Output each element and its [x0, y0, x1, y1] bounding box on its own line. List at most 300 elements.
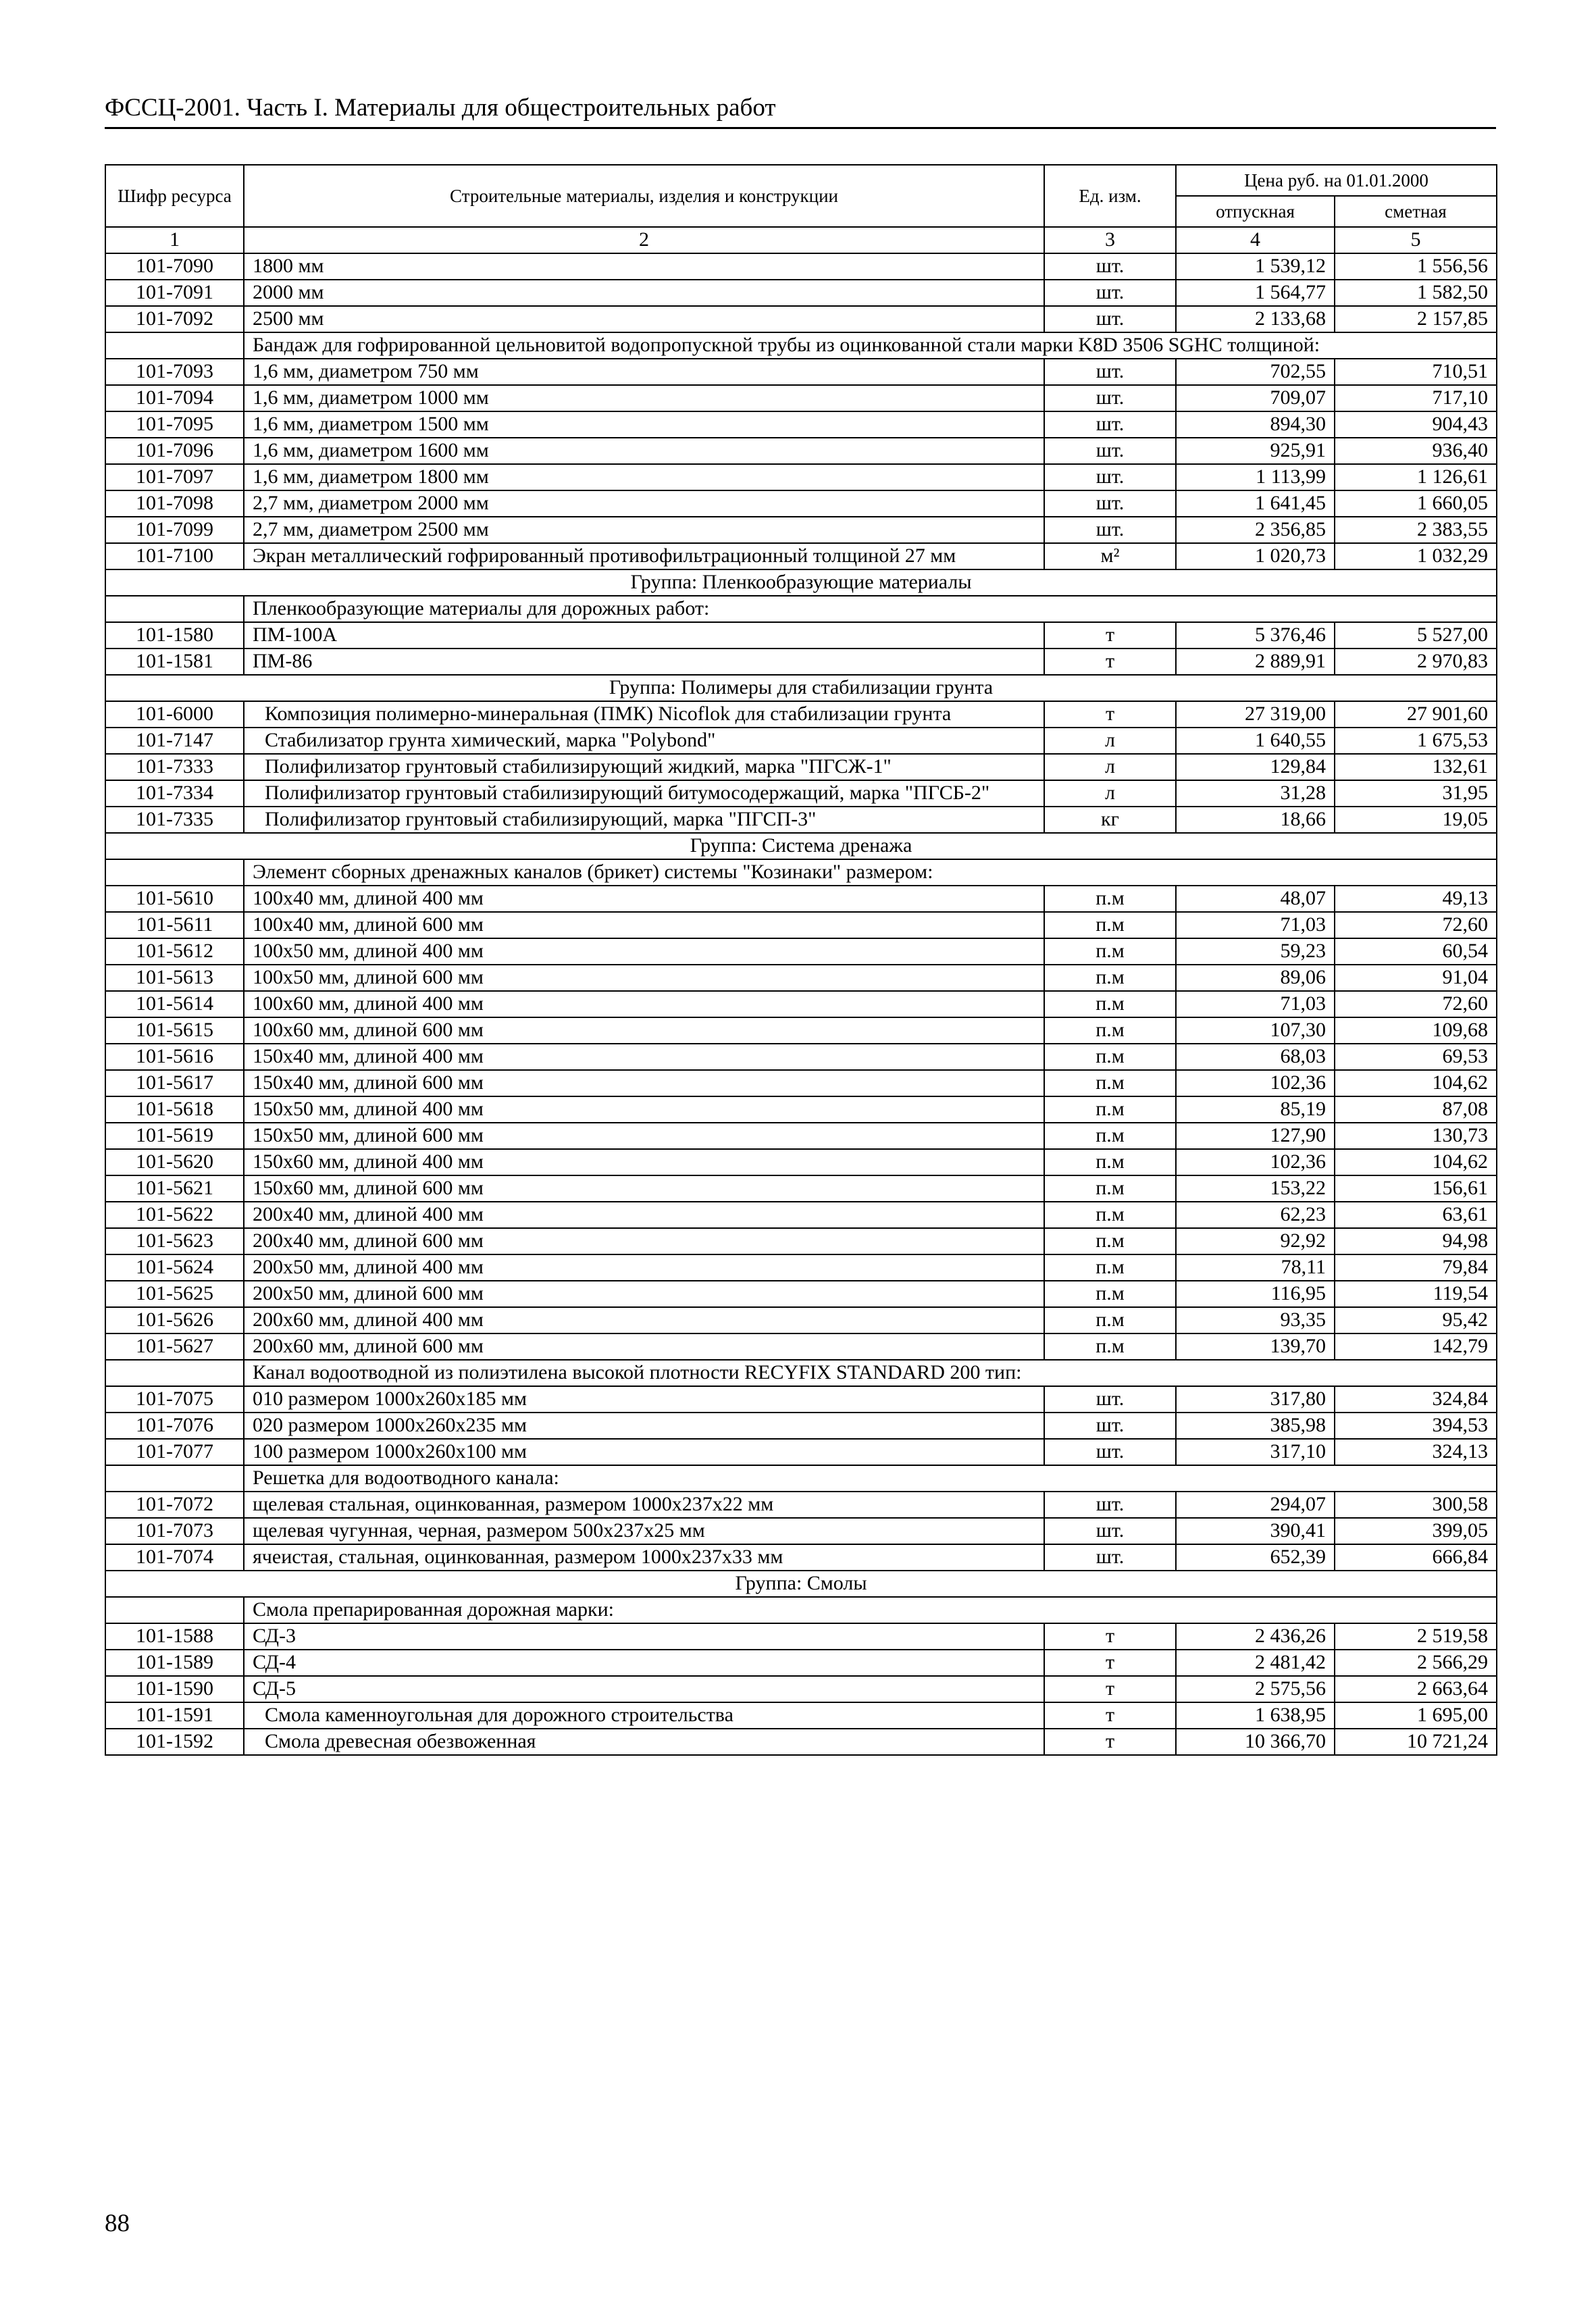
item-name: 010 размером 1000х260х185 мм	[244, 1386, 1044, 1413]
resource-code: 101-7091	[105, 280, 244, 306]
unit: п.м	[1044, 1149, 1176, 1175]
unit: шт.	[1044, 359, 1176, 385]
price-estimate: 10 721,24	[1335, 1729, 1497, 1755]
price-release: 2 133,68	[1176, 306, 1335, 332]
group-heading: Группа: Пленкообразующие материалы	[105, 569, 1497, 596]
item-name: щелевая стальная, оцинкованная, размером 1000х237х22 мм	[244, 1492, 1044, 1518]
subheading: Бандаж для гофрированной цельновитой водопропускной трубы из оцинкованной стали марки K8D 3506 SGHC толщиной:	[244, 332, 1497, 359]
table-row	[105, 1544, 1497, 1571]
resource-code: 101-7076	[105, 1413, 244, 1439]
table-row	[105, 1676, 1497, 1702]
unit: шт.	[1044, 253, 1176, 280]
table-row	[105, 780, 1497, 807]
table-row	[105, 1439, 1497, 1465]
blank-cell	[105, 332, 244, 359]
item-name: 1,6 мм, диаметром 1600 мм	[244, 438, 1044, 464]
price-estimate: 104,62	[1335, 1070, 1497, 1096]
resource-code: 101-5620	[105, 1149, 244, 1175]
price-estimate: 94,98	[1335, 1228, 1497, 1254]
price-release: 93,35	[1176, 1307, 1335, 1333]
unit: п.м	[1044, 1202, 1176, 1228]
resource-code: 101-7333	[105, 754, 244, 780]
unit: п.м	[1044, 938, 1176, 965]
unit: т	[1044, 1676, 1176, 1702]
column-index-row	[105, 227, 1497, 253]
price-estimate: 904,43	[1335, 411, 1497, 438]
subheading: Смола препарированная дорожная марки:	[244, 1597, 1497, 1623]
item-name: ПМ-86	[244, 649, 1044, 675]
price-estimate: 104,62	[1335, 1149, 1497, 1175]
subheading-row	[105, 332, 1497, 359]
unit: п.м	[1044, 1307, 1176, 1333]
resource-code: 101-7095	[105, 411, 244, 438]
price-estimate: 63,61	[1335, 1202, 1497, 1228]
price-release: 85,19	[1176, 1096, 1335, 1123]
table-row	[105, 1123, 1497, 1149]
price-release: 2 889,91	[1176, 649, 1335, 675]
unit: шт.	[1044, 1386, 1176, 1413]
price-release: 71,03	[1176, 991, 1335, 1017]
price-estimate: 31,95	[1335, 780, 1497, 807]
price-estimate: 1 556,56	[1335, 253, 1497, 280]
subheading: Решетка для водоотводного канала:	[244, 1465, 1497, 1492]
table-row	[105, 912, 1497, 938]
price-release: 1 641,45	[1176, 490, 1335, 517]
subheading-row	[105, 1597, 1497, 1623]
table-row	[105, 1623, 1497, 1650]
table-row	[105, 754, 1497, 780]
unit: шт.	[1044, 411, 1176, 438]
table-row	[105, 1070, 1497, 1096]
item-name: 100х50 мм, длиной 600 мм	[244, 965, 1044, 991]
table-row	[105, 411, 1497, 438]
item-name: Полифилизатор грунтовый стабилизирующий жидкий, марка "ПГСЖ-1"	[244, 754, 1044, 780]
resource-code: 101-5627	[105, 1333, 244, 1360]
resource-code: 101-7073	[105, 1518, 244, 1544]
subheading-row	[105, 1465, 1497, 1492]
unit: шт.	[1044, 1439, 1176, 1465]
item-name: 2,7 мм, диаметром 2000 мм	[244, 490, 1044, 517]
group-heading-row	[105, 569, 1497, 596]
item-name: ПМ-100А	[244, 622, 1044, 649]
unit: п.м	[1044, 1333, 1176, 1360]
item-name: 200х60 мм, длиной 600 мм	[244, 1333, 1044, 1360]
table-row	[105, 1175, 1497, 1202]
price-estimate: 666,84	[1335, 1544, 1497, 1571]
resource-code: 101-1581	[105, 649, 244, 675]
price-release: 139,70	[1176, 1333, 1335, 1360]
unit: п.м	[1044, 991, 1176, 1017]
resource-code: 101-5624	[105, 1254, 244, 1281]
price-estimate: 142,79	[1335, 1333, 1497, 1360]
price-release: 317,10	[1176, 1439, 1335, 1465]
item-name: Полифилизатор грунтовый стабилизирующий, марка "ПГСП-3"	[244, 807, 1044, 833]
resource-code: 101-1590	[105, 1676, 244, 1702]
resource-code: 101-7092	[105, 306, 244, 332]
column-index: 2	[244, 227, 1044, 253]
price-estimate: 2 566,29	[1335, 1650, 1497, 1676]
resource-code: 101-7093	[105, 359, 244, 385]
item-name: 020 размером 1000х260х235 мм	[244, 1413, 1044, 1439]
table-row	[105, 280, 1497, 306]
table-row	[105, 728, 1497, 754]
price-estimate: 399,05	[1335, 1518, 1497, 1544]
unit: шт.	[1044, 1413, 1176, 1439]
resource-code: 101-5618	[105, 1096, 244, 1123]
unit: п.м	[1044, 912, 1176, 938]
resource-code: 101-7077	[105, 1439, 244, 1465]
resource-code: 101-7097	[105, 464, 244, 490]
unit: п.м	[1044, 1281, 1176, 1307]
table-row	[105, 1202, 1497, 1228]
item-name: 100х40 мм, длиной 400 мм	[244, 886, 1044, 912]
price-release: 31,28	[1176, 780, 1335, 807]
unit: шт.	[1044, 1518, 1176, 1544]
table-header	[105, 165, 1497, 227]
price-estimate: 2 383,55	[1335, 517, 1497, 543]
table-row	[105, 1702, 1497, 1729]
resource-code: 101-5610	[105, 886, 244, 912]
table-row	[105, 385, 1497, 411]
resource-code: 101-7074	[105, 1544, 244, 1571]
table-row	[105, 1386, 1497, 1413]
table-row	[105, 1307, 1497, 1333]
item-name: 100 размером 1000х260х100 мм	[244, 1439, 1044, 1465]
price-estimate: 1 032,29	[1335, 543, 1497, 569]
resource-code: 101-5615	[105, 1017, 244, 1044]
price-release: 18,66	[1176, 807, 1335, 833]
resource-code: 101-5614	[105, 991, 244, 1017]
header-unit: Ед. изм.	[1044, 165, 1176, 227]
resource-code: 101-5617	[105, 1070, 244, 1096]
item-name: щелевая чугунная, черная, размером 500х237х25 мм	[244, 1518, 1044, 1544]
price-estimate: 2 519,58	[1335, 1623, 1497, 1650]
item-name: 2000 мм	[244, 280, 1044, 306]
group-heading-row	[105, 833, 1497, 859]
price-estimate: 79,84	[1335, 1254, 1497, 1281]
price-estimate: 87,08	[1335, 1096, 1497, 1123]
price-release: 709,07	[1176, 385, 1335, 411]
unit: т	[1044, 1650, 1176, 1676]
price-estimate: 19,05	[1335, 807, 1497, 833]
resource-code: 101-5613	[105, 965, 244, 991]
table-row	[105, 622, 1497, 649]
resource-code: 101-7099	[105, 517, 244, 543]
item-name: Экран металлический гофрированный противофильтрационный толщиной 27 мм	[244, 543, 1044, 569]
header-code: Шифр ресурса	[105, 165, 244, 227]
item-name: 150х50 мм, длиной 400 мм	[244, 1096, 1044, 1123]
table-row	[105, 490, 1497, 517]
unit: шт.	[1044, 280, 1176, 306]
price-table	[105, 164, 1497, 1756]
price-release: 702,55	[1176, 359, 1335, 385]
price-estimate: 936,40	[1335, 438, 1497, 464]
blank-cell	[105, 859, 244, 886]
price-release: 153,22	[1176, 1175, 1335, 1202]
price-release: 27 319,00	[1176, 701, 1335, 728]
resource-code: 101-1588	[105, 1623, 244, 1650]
item-name: Полифилизатор грунтовый стабилизирующий битумосодержащий, марка "ПГСБ-2"	[244, 780, 1044, 807]
table-row	[105, 1518, 1497, 1544]
price-release: 10 366,70	[1176, 1729, 1335, 1755]
resource-code: 101-7096	[105, 438, 244, 464]
table-row	[105, 886, 1497, 912]
resource-code: 101-5626	[105, 1307, 244, 1333]
item-name: 150х60 мм, длиной 600 мм	[244, 1175, 1044, 1202]
column-index: 5	[1335, 227, 1497, 253]
price-release: 317,80	[1176, 1386, 1335, 1413]
price-estimate: 2 157,85	[1335, 306, 1497, 332]
subheading: Пленкообразующие материалы для дорожных работ:	[244, 596, 1497, 622]
group-heading-row	[105, 1571, 1497, 1597]
unit: т	[1044, 701, 1176, 728]
item-name: Смола каменноугольная для дорожного строительства	[244, 1702, 1044, 1729]
price-estimate: 72,60	[1335, 912, 1497, 938]
item-name: 200х40 мм, длиной 600 мм	[244, 1228, 1044, 1254]
price-estimate: 91,04	[1335, 965, 1497, 991]
table-row	[105, 991, 1497, 1017]
item-name: 1,6 мм, диаметром 750 мм	[244, 359, 1044, 385]
blank-cell	[105, 596, 244, 622]
unit: п.м	[1044, 886, 1176, 912]
price-release: 1 564,77	[1176, 280, 1335, 306]
price-estimate: 300,58	[1335, 1492, 1497, 1518]
table-row	[105, 649, 1497, 675]
price-estimate: 1 695,00	[1335, 1702, 1497, 1729]
resource-code: 101-5622	[105, 1202, 244, 1228]
table-row	[105, 438, 1497, 464]
price-release: 894,30	[1176, 411, 1335, 438]
item-name: 200х60 мм, длиной 400 мм	[244, 1307, 1044, 1333]
resource-code: 101-7090	[105, 253, 244, 280]
price-release: 2 356,85	[1176, 517, 1335, 543]
price-estimate: 132,61	[1335, 754, 1497, 780]
price-estimate: 27 901,60	[1335, 701, 1497, 728]
resource-code: 101-5621	[105, 1175, 244, 1202]
price-estimate: 1 675,53	[1335, 728, 1497, 754]
resource-code: 101-5616	[105, 1044, 244, 1070]
group-heading: Группа: Система дренажа	[105, 833, 1497, 859]
table-row	[105, 253, 1497, 280]
header-name: Строительные материалы, изделия и конструкции	[244, 165, 1044, 227]
header-price-release: отпускная	[1176, 196, 1335, 227]
group-heading: Группа: Полимеры для стабилизации грунта	[105, 675, 1497, 701]
table-row	[105, 1333, 1497, 1360]
header-price-estimate: сметная	[1335, 196, 1497, 227]
subheading: Канал водоотводной из полиэтилена высокой плотности RECYFIX STANDARD 200 тип:	[244, 1360, 1497, 1386]
header-price: Цена руб. на 01.01.2000	[1176, 165, 1497, 196]
table-row	[105, 1281, 1497, 1307]
resource-code: 101-7334	[105, 780, 244, 807]
item-name: 1,6 мм, диаметром 1800 мм	[244, 464, 1044, 490]
item-name: 200х50 мм, длиной 600 мм	[244, 1281, 1044, 1307]
column-index: 1	[105, 227, 244, 253]
item-name: 150х60 мм, длиной 400 мм	[244, 1149, 1044, 1175]
price-release: 1 113,99	[1176, 464, 1335, 490]
price-release: 652,39	[1176, 1544, 1335, 1571]
item-name: ячеистая, стальная, оцинкованная, размером 1000х237х33 мм	[244, 1544, 1044, 1571]
unit: п.м	[1044, 1175, 1176, 1202]
price-release: 2 436,26	[1176, 1623, 1335, 1650]
resource-code: 101-7335	[105, 807, 244, 833]
price-estimate: 130,73	[1335, 1123, 1497, 1149]
price-release: 1 638,95	[1176, 1702, 1335, 1729]
price-estimate: 324,84	[1335, 1386, 1497, 1413]
table-row	[105, 464, 1497, 490]
price-estimate: 72,60	[1335, 991, 1497, 1017]
subheading-row	[105, 596, 1497, 622]
resource-code: 101-7094	[105, 385, 244, 411]
price-estimate: 717,10	[1335, 385, 1497, 411]
table-row	[105, 306, 1497, 332]
price-release: 1 020,73	[1176, 543, 1335, 569]
item-name: 150х50 мм, длиной 600 мм	[244, 1123, 1044, 1149]
resource-code: 101-1592	[105, 1729, 244, 1755]
resource-code: 101-5623	[105, 1228, 244, 1254]
resource-code: 101-7098	[105, 490, 244, 517]
column-index: 3	[1044, 227, 1176, 253]
item-name: 1800 мм	[244, 253, 1044, 280]
table-row	[105, 1650, 1497, 1676]
table-row	[105, 1096, 1497, 1123]
unit: п.м	[1044, 1254, 1176, 1281]
price-release: 127,90	[1176, 1123, 1335, 1149]
price-release: 102,36	[1176, 1070, 1335, 1096]
price-release: 385,98	[1176, 1413, 1335, 1439]
unit: т	[1044, 649, 1176, 675]
item-name: 1,6 мм, диаметром 1000 мм	[244, 385, 1044, 411]
price-estimate: 156,61	[1335, 1175, 1497, 1202]
price-release: 78,11	[1176, 1254, 1335, 1281]
price-release: 2 481,42	[1176, 1650, 1335, 1676]
item-name: 2,7 мм, диаметром 2500 мм	[244, 517, 1044, 543]
item-name: 100х60 мм, длиной 600 мм	[244, 1017, 1044, 1044]
price-estimate: 1 126,61	[1335, 464, 1497, 490]
item-name: 100х50 мм, длиной 400 мм	[244, 938, 1044, 965]
unit: п.м	[1044, 1044, 1176, 1070]
price-estimate: 5 527,00	[1335, 622, 1497, 649]
resource-code: 101-6000	[105, 701, 244, 728]
item-name: 100х60 мм, длиной 400 мм	[244, 991, 1044, 1017]
table-row	[105, 807, 1497, 833]
table-row	[105, 1254, 1497, 1281]
price-release: 5 376,46	[1176, 622, 1335, 649]
item-name: 150х40 мм, длиной 400 мм	[244, 1044, 1044, 1070]
unit: шт.	[1044, 1544, 1176, 1571]
table-row	[105, 938, 1497, 965]
unit: п.м	[1044, 1070, 1176, 1096]
price-estimate: 119,54	[1335, 1281, 1497, 1307]
price-release: 48,07	[1176, 886, 1335, 912]
price-release: 1 539,12	[1176, 253, 1335, 280]
blank-cell	[105, 1597, 244, 1623]
unit: шт.	[1044, 438, 1176, 464]
price-release: 62,23	[1176, 1202, 1335, 1228]
table-row	[105, 1228, 1497, 1254]
resource-code: 101-7100	[105, 543, 244, 569]
price-estimate: 60,54	[1335, 938, 1497, 965]
price-estimate: 1 660,05	[1335, 490, 1497, 517]
price-release: 390,41	[1176, 1518, 1335, 1544]
price-release: 116,95	[1176, 1281, 1335, 1307]
unit: шт.	[1044, 1492, 1176, 1518]
item-name: 150х40 мм, длиной 600 мм	[244, 1070, 1044, 1096]
price-release: 925,91	[1176, 438, 1335, 464]
price-release: 1 640,55	[1176, 728, 1335, 754]
price-estimate: 2 663,64	[1335, 1676, 1497, 1702]
unit: шт.	[1044, 306, 1176, 332]
subheading-row	[105, 1360, 1497, 1386]
group-heading: Группа: Смолы	[105, 1571, 1497, 1597]
column-index: 4	[1176, 227, 1335, 253]
unit: т	[1044, 1729, 1176, 1755]
unit: т	[1044, 1702, 1176, 1729]
unit: шт.	[1044, 517, 1176, 543]
resource-code: 101-7075	[105, 1386, 244, 1413]
unit: п.м	[1044, 1017, 1176, 1044]
table-row	[105, 1492, 1497, 1518]
unit: т	[1044, 622, 1176, 649]
resource-code: 101-5619	[105, 1123, 244, 1149]
subheading-row	[105, 859, 1497, 886]
item-name: Стабилизатор грунта химический, марка "Polybond"	[244, 728, 1044, 754]
item-name: 200х50 мм, длиной 400 мм	[244, 1254, 1044, 1281]
item-name: 100х40 мм, длиной 600 мм	[244, 912, 1044, 938]
table-row	[105, 1044, 1497, 1070]
unit: шт.	[1044, 490, 1176, 517]
unit: шт.	[1044, 464, 1176, 490]
resource-code: 101-5612	[105, 938, 244, 965]
unit: кг	[1044, 807, 1176, 833]
group-heading-row	[105, 675, 1497, 701]
table-row	[105, 543, 1497, 569]
unit: л	[1044, 780, 1176, 807]
price-release: 129,84	[1176, 754, 1335, 780]
unit: шт.	[1044, 385, 1176, 411]
unit: п.м	[1044, 1096, 1176, 1123]
price-estimate: 2 970,83	[1335, 649, 1497, 675]
unit: м²	[1044, 543, 1176, 569]
item-name: Смола древесная обезвоженная	[244, 1729, 1044, 1755]
price-release: 2 575,56	[1176, 1676, 1335, 1702]
table-row	[105, 1413, 1497, 1439]
page-header: ФССЦ-2001. Часть I. Материалы для общестроительных работ	[105, 93, 1496, 129]
price-estimate: 49,13	[1335, 886, 1497, 912]
price-estimate: 69,53	[1335, 1044, 1497, 1070]
unit: п.м	[1044, 965, 1176, 991]
unit: п.м	[1044, 1123, 1176, 1149]
table-row	[105, 517, 1497, 543]
resource-code: 101-7072	[105, 1492, 244, 1518]
price-estimate: 394,53	[1335, 1413, 1497, 1439]
blank-cell	[105, 1360, 244, 1386]
resource-code: 101-1580	[105, 622, 244, 649]
price-release: 107,30	[1176, 1017, 1335, 1044]
table-body	[105, 227, 1497, 1755]
price-release: 294,07	[1176, 1492, 1335, 1518]
table-row	[105, 701, 1497, 728]
unit: т	[1044, 1623, 1176, 1650]
table-row	[105, 359, 1497, 385]
unit: п.м	[1044, 1228, 1176, 1254]
blank-cell	[105, 1465, 244, 1492]
resource-code: 101-5611	[105, 912, 244, 938]
price-estimate: 710,51	[1335, 359, 1497, 385]
price-release: 92,92	[1176, 1228, 1335, 1254]
table-row	[105, 1017, 1497, 1044]
subheading: Элемент сборных дренажных каналов (брикет) системы "Козинаки" размером:	[244, 859, 1497, 886]
resource-code: 101-7147	[105, 728, 244, 754]
